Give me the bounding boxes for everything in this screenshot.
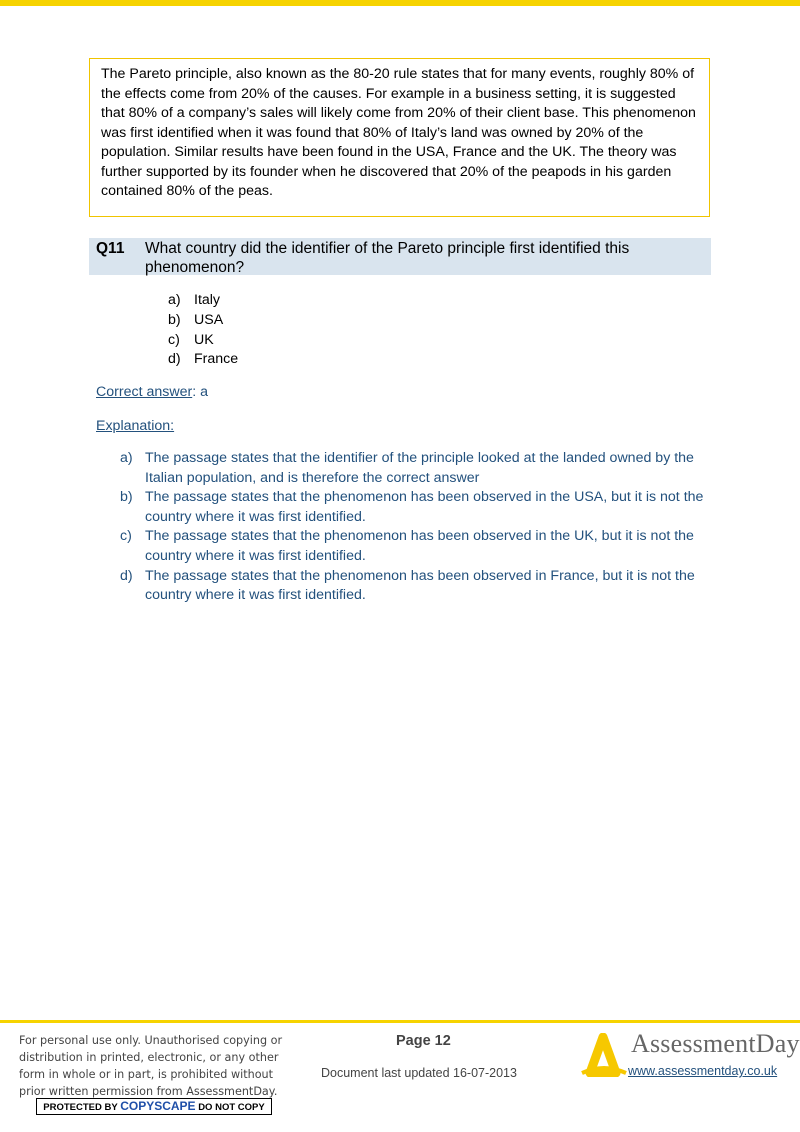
website-link[interactable]: www.assessmentday.co.uk xyxy=(628,1064,778,1078)
explanation-item xyxy=(120,527,710,566)
option-letter: c) xyxy=(168,331,180,348)
option-c xyxy=(168,331,238,351)
option-b xyxy=(168,311,238,331)
option-text: UK xyxy=(194,331,214,348)
explanation-list xyxy=(120,449,710,606)
explanation-text: The passage states that the phenomenon has been observed in the UK, but it is not the country where it was first identified. xyxy=(145,528,694,564)
copyscape-brand: COPYSCAPE xyxy=(120,1099,196,1113)
passage-box xyxy=(89,58,710,217)
copyscape-badge[interactable] xyxy=(36,1098,272,1115)
question-text: What country did the identifier of the Pareto principle first identified this phenomenon? xyxy=(145,240,630,276)
explanation-letter: c) xyxy=(120,528,132,545)
explanation-text: The passage states that the identifier of the principle looked at the landed owned by the Italian population, and is therefore the correct answer xyxy=(145,450,694,486)
explanation-label: Explanation: xyxy=(96,418,175,434)
option-a xyxy=(168,291,238,311)
copyscape-post: DO NOT COPY xyxy=(198,1102,265,1113)
explanation-letter: a) xyxy=(120,450,133,466)
document-updated: Document last updated 16-07-2013 xyxy=(321,1066,517,1080)
option-text: Italy xyxy=(194,292,221,308)
top-accent-rule xyxy=(0,0,800,6)
option-letter: b) xyxy=(168,311,181,328)
explanation-letter: b) xyxy=(120,489,133,506)
copyscape-pre: PROTECTED BY xyxy=(43,1102,118,1113)
copyright-notice: For personal use only. Unauthorised copying or distribution in printed, electronic, or any other form in whole or in part, is prohibited without prior written permission from AssessmentDay. xyxy=(19,1034,283,1098)
explanation-letter: d) xyxy=(120,567,133,584)
question-number: Q11 xyxy=(96,240,125,257)
footer-accent-rule xyxy=(0,1020,800,1023)
explanation-item xyxy=(120,488,710,527)
answer-options xyxy=(168,291,238,370)
logo-wordmark: AssessmentDay xyxy=(631,1029,800,1058)
explanation-text: The passage states that the phenomenon has been observed in France, but it is not the country where it was first identified. xyxy=(145,567,695,604)
option-letter: a) xyxy=(168,292,181,308)
correct-answer-label: Correct answer xyxy=(96,384,193,400)
option-text: USA xyxy=(194,311,224,328)
option-text: France xyxy=(194,351,239,368)
correct-answer xyxy=(96,383,208,401)
explanation-item xyxy=(120,449,710,488)
option-letter: d) xyxy=(168,351,181,368)
correct-answer-value: : a xyxy=(192,384,208,400)
page-number: Page 12 xyxy=(396,1033,451,1049)
explanation-item xyxy=(120,567,710,606)
option-d xyxy=(168,350,238,370)
assessmentday-logo-icon xyxy=(578,1033,628,1077)
passage-text: The Pareto principle, also known as the 80-20 rule states that for many events, roughly 80% of the effects come from 20% of the causes. For example in a business setting, it is suggested that 80% of a company’s sales will likely come from 20% of their client base. This phenomenon was first identified when it was found that 80% of Italy’s land was owned by 20% of the population. Similar results have been found in the USA, France and the UK. The theory was further supported by its founder when he discovered that 20% of the peapods in his garden contained 80% of the peas. xyxy=(101,66,696,199)
explanation-text: The passage states that the phenomenon has been observed in the USA, but it is not the country where it was first identified. xyxy=(145,489,704,525)
